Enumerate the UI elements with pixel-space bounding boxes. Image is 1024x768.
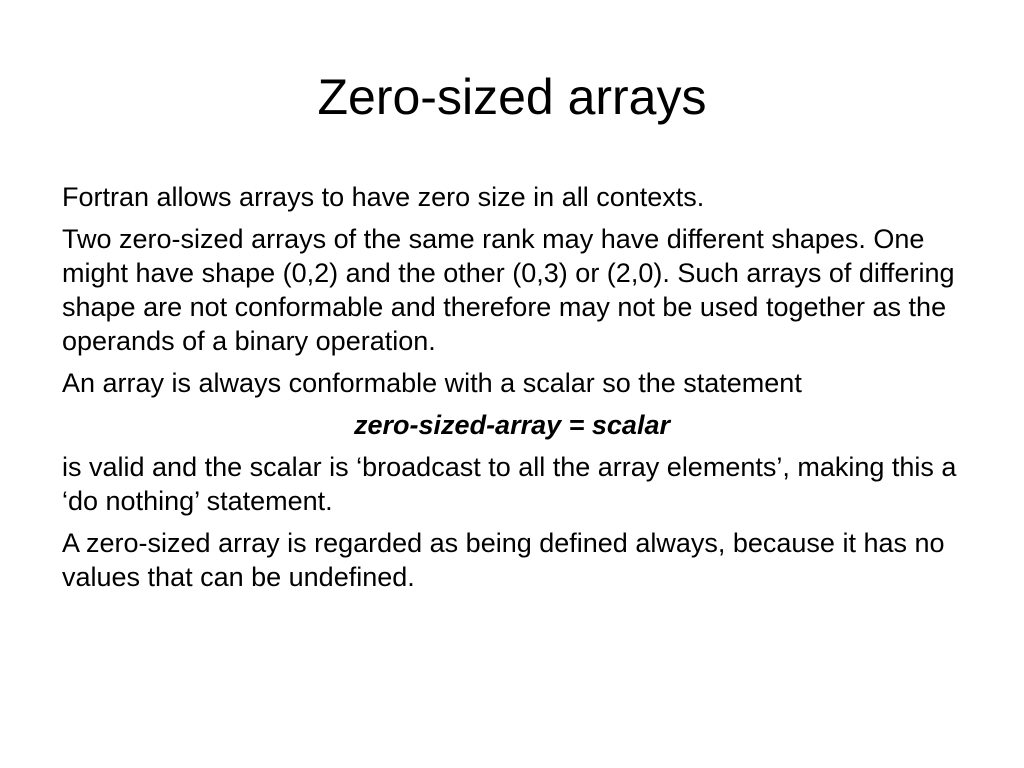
paragraph-broadcast: is valid and the scalar is ‘broadcast to all the array elements’, making this a ‘do nothing’ statement.: [62, 452, 957, 516]
paragraph-different-shapes: Two zero-sized arrays of the same rank may have different shapes. One might have shape (0,2) and the other (0,3) or (2,0). Such arrays of differing shape are not conformable and therefore may not be used together as the operands of a binary operation.: [62, 224, 955, 356]
paragraph-conformable-scalar: An array is always conformable with a scalar so the statement: [62, 368, 802, 398]
slide-title: Zero-sized arrays: [317, 69, 707, 125]
slide-body: [62, 180, 962, 602]
code-statement: zero-sized-array = scalar: [354, 410, 670, 440]
paragraph-defined-always: A zero-sized array is regarded as being defined always, because it has no values that can be undefined.: [62, 528, 945, 592]
paragraph-zero-size-contexts: Fortran allows arrays to have zero size in all contexts.: [62, 182, 705, 212]
